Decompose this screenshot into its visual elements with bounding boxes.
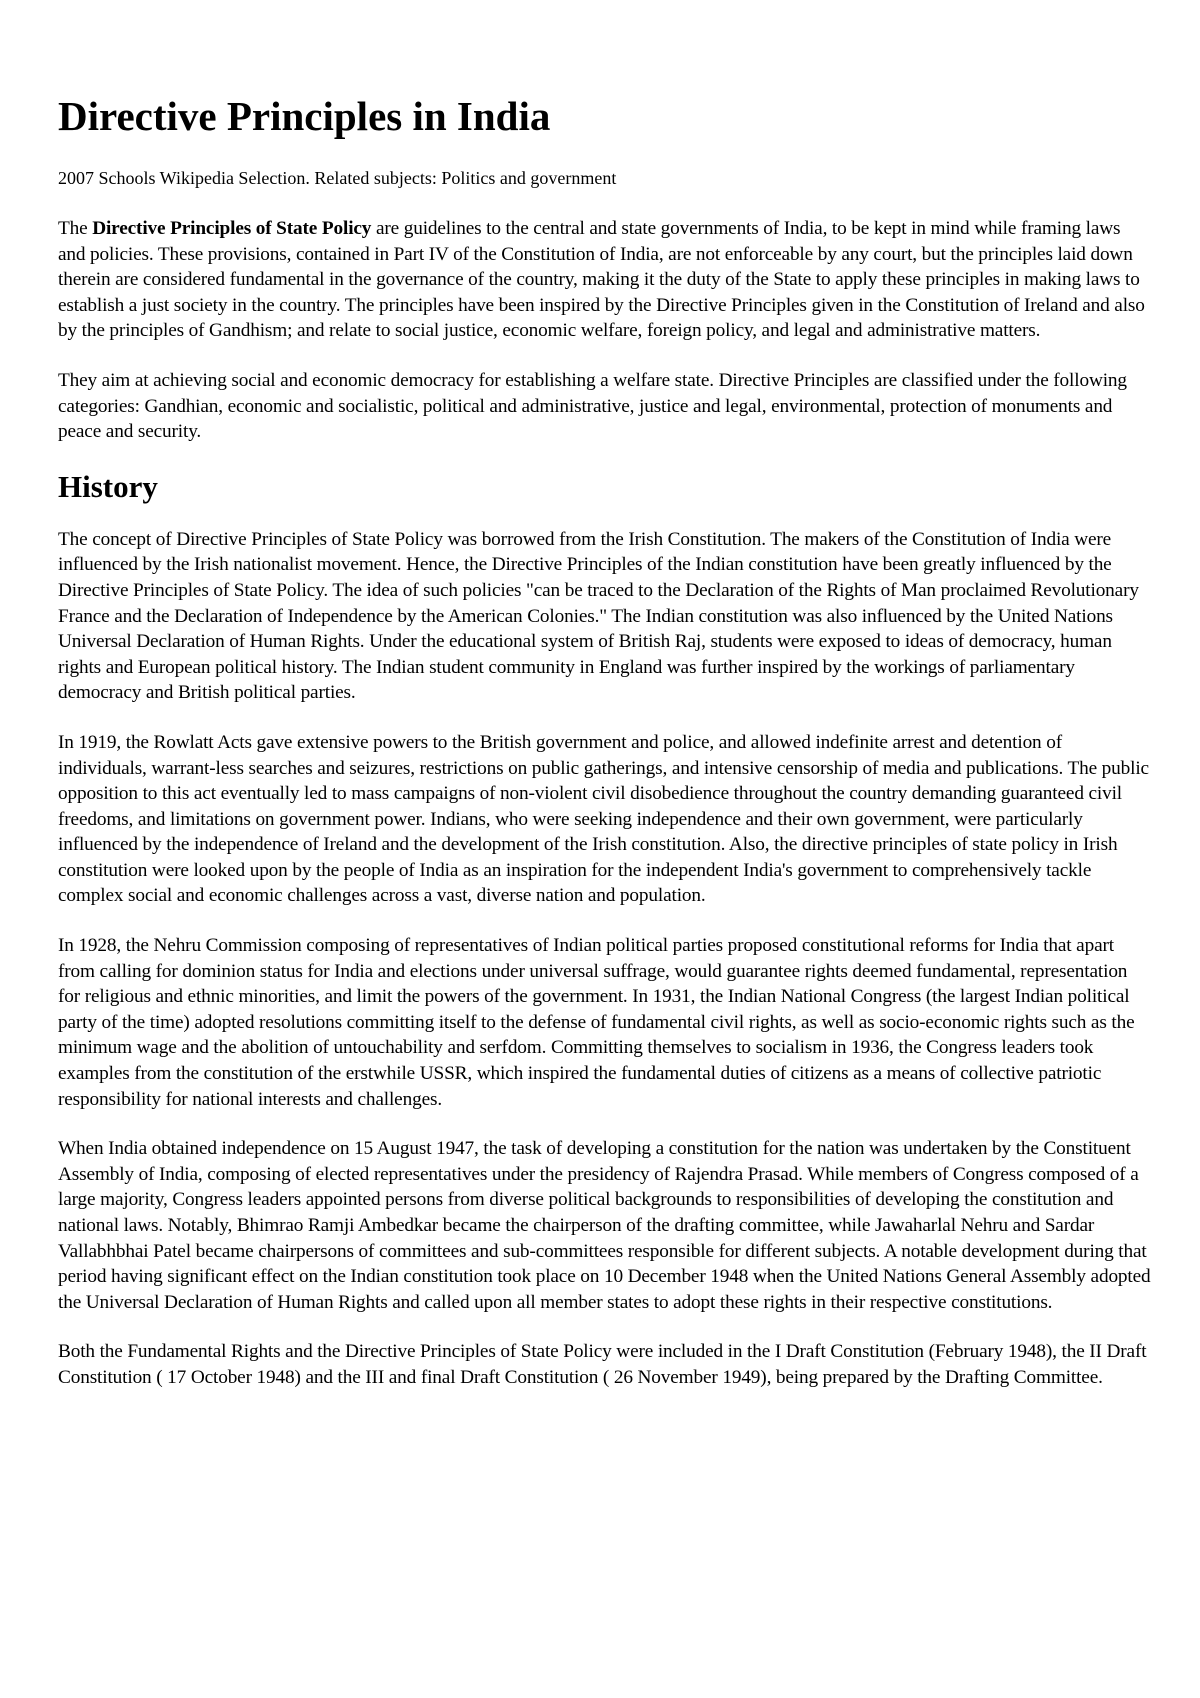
history-paragraph-2: In 1919, the Rowlatt Acts gave extensive powers to the British government and police, and allowed indefinite arrest and detention of individuals, warrant-less searches and seizures, restrictions on public gatherings, and intensive censorship of media and publications. The public opposition to this act eventually led to mass campaigns of non-violent civil disobedience throughout the country demanding guaranteed civil freedoms, and limitations on government power. Indians, who were seeking independence and their own government, were particularly influenced by the independence of Ireland and the development of the Irish constitution. Also, the directive principles of state policy in Irish constitution were looked upon by the people of India as an inspiration for the independent India's government to comprehensively tackle complex social and economic challenges across a vast, diverse nation and population. <box>58 731 1149 907</box>
history-paragraph-5: Both the Fundamental Rights and the Directive Principles of State Policy were included in the I Draft Constitution (February 1948), the II Draft Constitution ( 17 October 1948) and the III and final Draft Constitution ( 26 November 1949), being prepared by the Drafting Committee. <box>58 1341 1147 1388</box>
intro-paragraph-2: They aim at achieving social and economic democracy for establishing a welfare state. Directive Principles are classified under the following categories: Gandhian, economic and socialistic, political and administrative, justice and legal, environmental, protection of monuments and peace and security. <box>58 369 1127 443</box>
article-body <box>58 216 1152 1415</box>
intro-text-start: The <box>58 218 93 239</box>
history-paragraph-4: When India obtained independence on 15 August 1947, the task of developing a constitution for the nation was undertaken by the Constituent Assembly of India, composing of elected representatives under the presidency of Rajendra Prasad. While members of Congress composed of a large majority, Congress leaders appointed persons from diverse political backgrounds to responsibilities of developing the constitution and national laws. Notably, Bhimrao Ramji Ambedkar became the chairperson of the drafting committee, while Jawaharlal Nehru and Sardar Vallabhbhai Patel became chairpersons of committees and sub-committees responsible for different subjects. A notable development during that period having significant effect on the Indian constitution took place on 10 December 1948 when the United Nations General Assembly adopted the Universal Declaration of Human Rights and called upon all member states to adopt these rights in their respective constitutions. <box>58 1138 1151 1313</box>
intro-text-rest: are guidelines to the central and state governments of India, to be kept in mind while framing laws and policies. These provisions, contained in Part IV of the Constitution of India, are not enforceable by any court, but the principles laid down therein are considered fundamental in the governance of the country, making it the duty of the State to apply these principles in making laws to establish a just society in the country. The principles have been inspired by the Directive Principles given in the Constitution of Ireland and also by the principles of Gandhism; and relate to social justice, economic welfare, foreign policy, and legal and administrative matters. <box>58 218 1145 342</box>
page-title: Directive Principles in India <box>58 93 551 139</box>
source-note: 2007 Schools Wikipedia Selection. Related subjects: Politics and government <box>58 168 617 188</box>
history-paragraph-1: The concept of Directive Principles of State Policy was borrowed from the Irish Constitution. The makers of the Constitution of India were influenced by the Irish nationalist movement. Hence, the Directive Principles of the Indian constitution have been greatly influenced by the Directive Principles of State Policy. The idea of such policies "can be traced to the Declaration of the Rights of Man proclaimed Revolutionary France and the Declaration of Independence by the American Colonies." The Indian constitution was also influenced by the United Nations Universal Declaration of Human Rights. Under the educational system of British Raj, students were exposed to ideas of democracy, human rights and European political history. The Indian student community in England was further inspired by the workings of parliamentary democracy and British political parties. <box>58 528 1139 704</box>
history-paragraph-3: In 1928, the Nehru Commission composing of representatives of Indian political parties proposed constitutional reforms for India that apart from calling for dominion status for India and elections under universal suffrage, would guarantee rights deemed fundamental, representation for religious and ethnic minorities, and limit the powers of the government. In 1931, the Indian National Congress (the largest Indian political party of the time) adopted resolutions committing itself to the defense of fundamental civil rights, as well as socio-economic rights such as the minimum wage and the abolition of untouchability and serfdom. Committing themselves to socialism in 1936, the Congress leaders took examples from the constitution of the erstwhile USSR, which inspired the fundamental duties of citizens as a means of collective patriotic responsibility for national interests and challenges. <box>58 935 1135 1110</box>
intro-paragraph-1 <box>58 216 1152 344</box>
intro-bold-term: Directive Principles of State Policy <box>92 218 372 239</box>
section-heading-history: History <box>58 468 158 504</box>
